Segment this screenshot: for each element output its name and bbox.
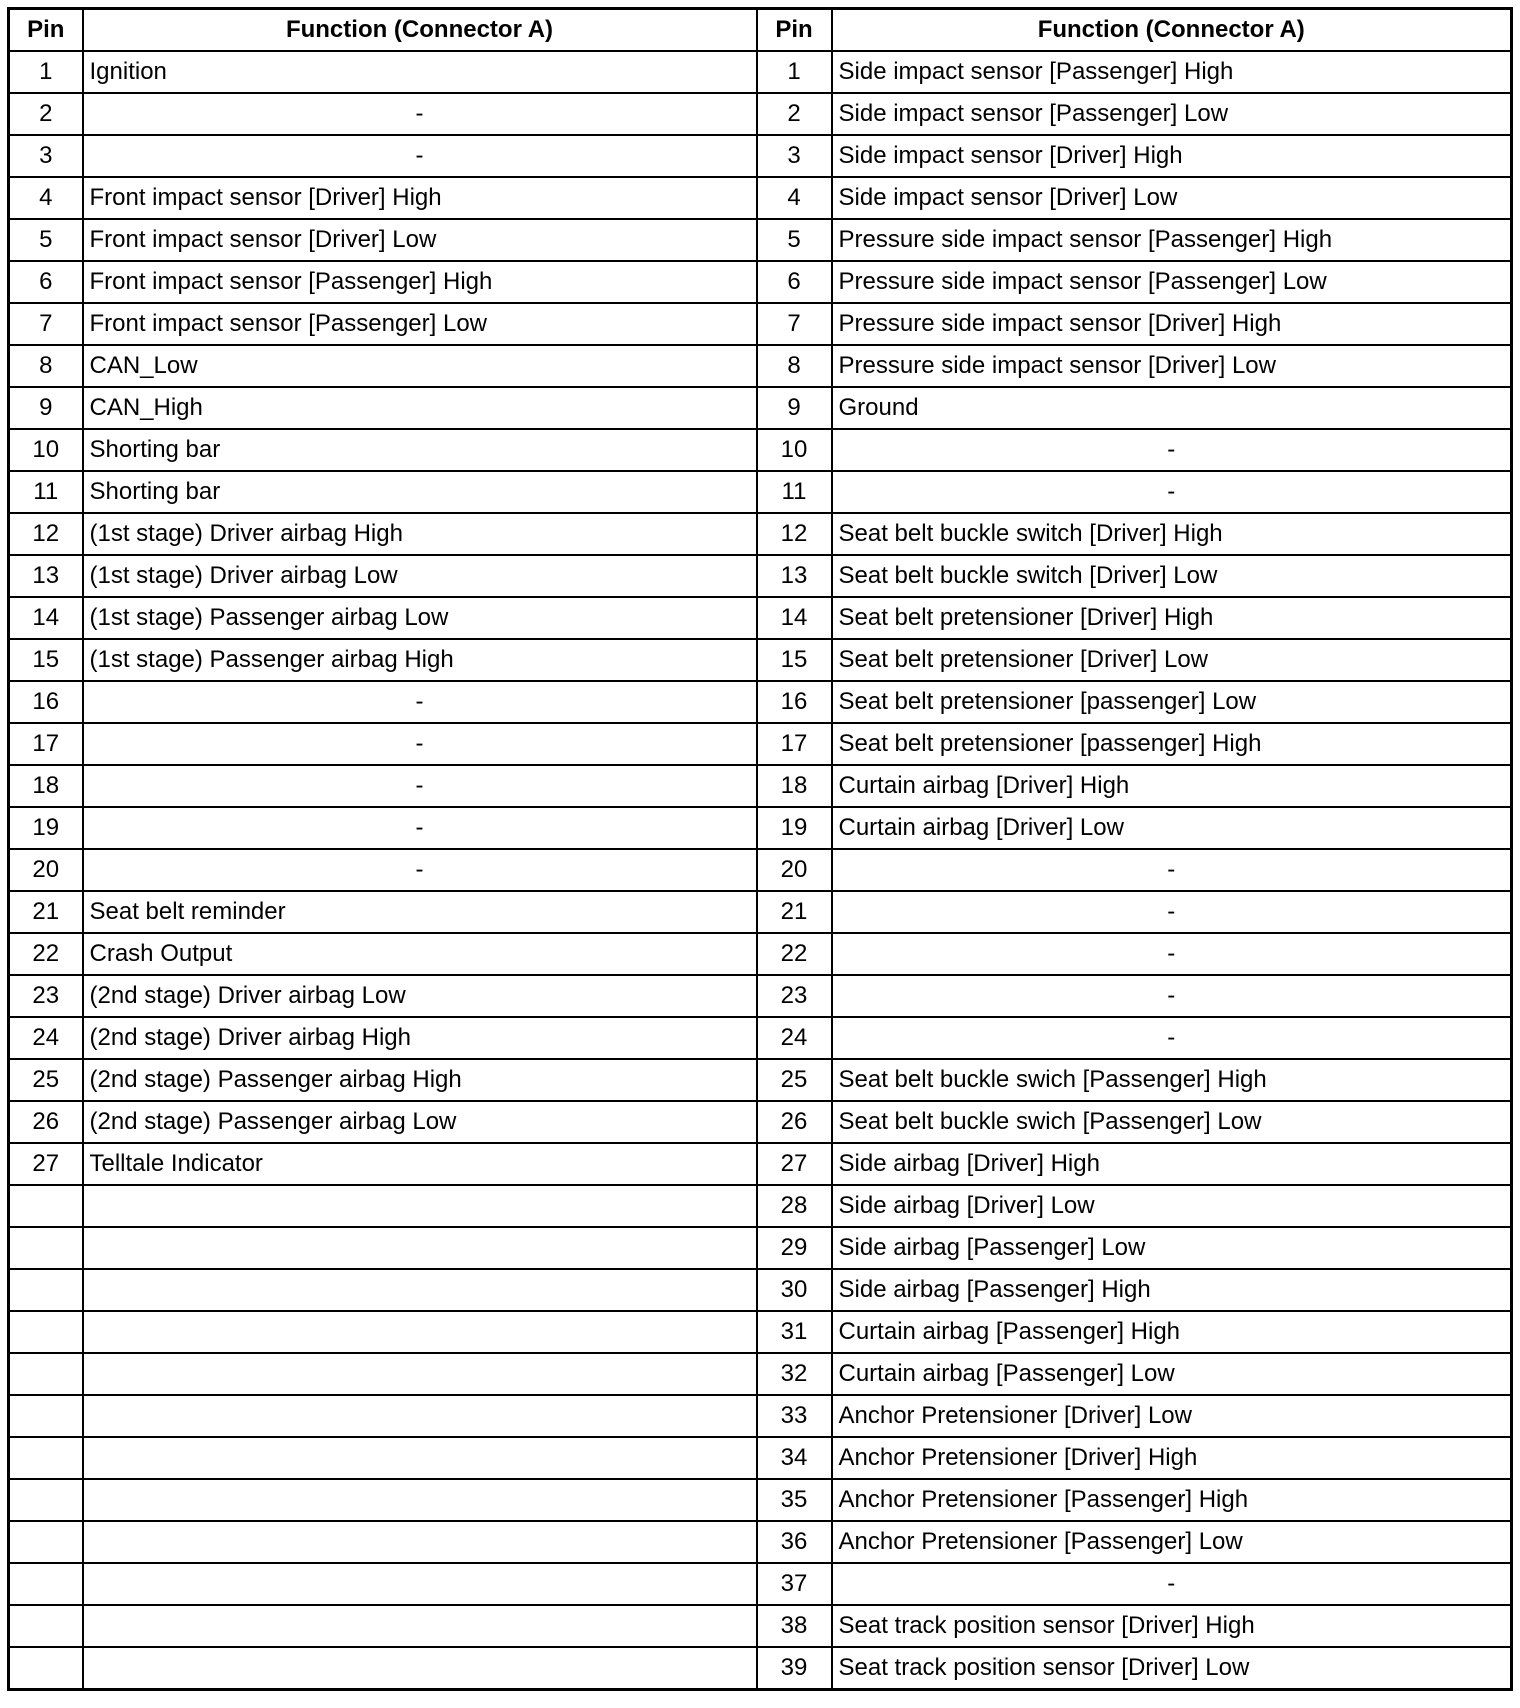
pin-right-cell: 18 [757, 765, 832, 807]
function-left-cell: Crash Output [83, 933, 757, 975]
pin-left-cell: 3 [9, 135, 83, 177]
table-row [9, 1017, 1512, 1059]
function-left-cell [83, 1605, 757, 1647]
function-left-cell: Front impact sensor [Passenger] Low [83, 303, 757, 345]
pin-left-cell: 5 [9, 219, 83, 261]
table-row [9, 723, 1512, 765]
table-body [9, 51, 1512, 1690]
function-right-cell: Pressure side impact sensor [Driver] Low [832, 345, 1512, 387]
pin-left-cell [9, 1437, 83, 1479]
pin-right-cell: 25 [757, 1059, 832, 1101]
function-left-cell: (2nd stage) Driver airbag High [83, 1017, 757, 1059]
pin-function-table [7, 7, 1513, 1691]
table-row [9, 597, 1512, 639]
pin-right-cell: 14 [757, 597, 832, 639]
function-left-cell [83, 1521, 757, 1563]
function-left-cell [83, 1185, 757, 1227]
pin-right-cell: 12 [757, 513, 832, 555]
function-right-cell: - [832, 471, 1512, 513]
pin-left-cell [9, 1605, 83, 1647]
pin-left-cell [9, 1311, 83, 1353]
function-right-cell: Seat track position sensor [Driver] High [832, 1605, 1512, 1647]
header-pin-left: Pin [9, 9, 83, 52]
function-left-cell [83, 1563, 757, 1605]
pin-right-cell: 22 [757, 933, 832, 975]
pin-right-cell: 9 [757, 387, 832, 429]
function-right-cell: Seat belt pretensioner [Driver] Low [832, 639, 1512, 681]
table-row [9, 1311, 1512, 1353]
header-row [9, 9, 1512, 52]
pin-left-cell: 1 [9, 51, 83, 93]
table-row [9, 1563, 1512, 1605]
function-left-cell: Front impact sensor [Driver] High [83, 177, 757, 219]
table-row [9, 93, 1512, 135]
function-right-cell: - [832, 975, 1512, 1017]
function-left-cell [83, 1479, 757, 1521]
table-row [9, 219, 1512, 261]
pin-left-cell [9, 1269, 83, 1311]
pin-right-cell: 39 [757, 1647, 832, 1690]
table-row [9, 1647, 1512, 1690]
pin-right-cell: 13 [757, 555, 832, 597]
table-row [9, 135, 1512, 177]
function-left-cell: - [83, 807, 757, 849]
header-function-right: Function (Connector A) [832, 9, 1512, 52]
table-row [9, 303, 1512, 345]
function-right-cell: Anchor Pretensioner [Driver] High [832, 1437, 1512, 1479]
header-function-left: Function (Connector A) [83, 9, 757, 52]
pin-right-cell: 10 [757, 429, 832, 471]
function-right-cell: Side airbag [Passenger] Low [832, 1227, 1512, 1269]
table-row [9, 807, 1512, 849]
pin-left-cell [9, 1479, 83, 1521]
pin-left-cell: 21 [9, 891, 83, 933]
function-left-cell: CAN_High [83, 387, 757, 429]
function-right-cell: Side airbag [Driver] High [832, 1143, 1512, 1185]
pin-right-cell: 7 [757, 303, 832, 345]
function-right-cell: Anchor Pretensioner [Passenger] High [832, 1479, 1512, 1521]
pin-left-cell: 23 [9, 975, 83, 1017]
table-row [9, 849, 1512, 891]
function-left-cell: (1st stage) Passenger airbag Low [83, 597, 757, 639]
pin-left-cell: 13 [9, 555, 83, 597]
function-left-cell: Shorting bar [83, 471, 757, 513]
function-right-cell: Pressure side impact sensor [Passenger] Low [832, 261, 1512, 303]
table-row [9, 177, 1512, 219]
pin-right-cell: 36 [757, 1521, 832, 1563]
pin-left-cell [9, 1395, 83, 1437]
pin-left-cell [9, 1563, 83, 1605]
table-row [9, 555, 1512, 597]
function-right-cell: Side impact sensor [Driver] Low [832, 177, 1512, 219]
function-left-cell: Ignition [83, 51, 757, 93]
pin-right-cell: 23 [757, 975, 832, 1017]
pin-right-cell: 33 [757, 1395, 832, 1437]
pin-left-cell [9, 1227, 83, 1269]
pin-right-cell: 1 [757, 51, 832, 93]
function-left-cell: Seat belt reminder [83, 891, 757, 933]
pin-left-cell: 22 [9, 933, 83, 975]
pin-left-cell: 16 [9, 681, 83, 723]
pin-left-cell: 15 [9, 639, 83, 681]
pin-left-cell: 7 [9, 303, 83, 345]
function-left-cell: CAN_Low [83, 345, 757, 387]
table-row [9, 1605, 1512, 1647]
pin-right-cell: 11 [757, 471, 832, 513]
table-row [9, 1059, 1512, 1101]
function-right-cell: Seat belt pretensioner [passenger] High [832, 723, 1512, 765]
pin-right-cell: 19 [757, 807, 832, 849]
pin-left-cell: 11 [9, 471, 83, 513]
function-right-cell: Curtain airbag [Passenger] Low [832, 1353, 1512, 1395]
function-right-cell: Ground [832, 387, 1512, 429]
pin-right-cell: 34 [757, 1437, 832, 1479]
pin-right-cell: 16 [757, 681, 832, 723]
pin-right-cell: 26 [757, 1101, 832, 1143]
function-left-cell: - [83, 849, 757, 891]
function-left-cell [83, 1353, 757, 1395]
pin-left-cell: 2 [9, 93, 83, 135]
table-header [9, 9, 1512, 52]
function-right-cell: Seat belt buckle switch [Driver] Low [832, 555, 1512, 597]
pin-left-cell [9, 1521, 83, 1563]
pin-right-cell: 32 [757, 1353, 832, 1395]
pin-right-cell: 20 [757, 849, 832, 891]
table-row [9, 1353, 1512, 1395]
pin-left-cell [9, 1647, 83, 1690]
pin-right-cell: 28 [757, 1185, 832, 1227]
pin-left-cell: 17 [9, 723, 83, 765]
pin-left-cell: 19 [9, 807, 83, 849]
function-right-cell: Side airbag [Passenger] High [832, 1269, 1512, 1311]
table-row [9, 1101, 1512, 1143]
pin-right-cell: 8 [757, 345, 832, 387]
function-left-cell: Front impact sensor [Passenger] High [83, 261, 757, 303]
function-left-cell: (1st stage) Driver airbag High [83, 513, 757, 555]
header-pin-right: Pin [757, 9, 832, 52]
function-left-cell [83, 1647, 757, 1690]
pin-right-cell: 3 [757, 135, 832, 177]
pin-right-cell: 38 [757, 1605, 832, 1647]
table-row [9, 1479, 1512, 1521]
pin-left-cell: 26 [9, 1101, 83, 1143]
function-left-cell [83, 1269, 757, 1311]
function-right-cell: Pressure side impact sensor [Driver] High [832, 303, 1512, 345]
pin-right-cell: 35 [757, 1479, 832, 1521]
function-right-cell: Side impact sensor [Passenger] Low [832, 93, 1512, 135]
table-row [9, 639, 1512, 681]
table-row [9, 51, 1512, 93]
function-left-cell: (1st stage) Driver airbag Low [83, 555, 757, 597]
function-left-cell: - [83, 723, 757, 765]
pin-right-cell: 37 [757, 1563, 832, 1605]
table-row [9, 933, 1512, 975]
pin-left-cell: 8 [9, 345, 83, 387]
table-row [9, 765, 1512, 807]
function-left-cell: Shorting bar [83, 429, 757, 471]
pin-left-cell: 27 [9, 1143, 83, 1185]
table-row [9, 1395, 1512, 1437]
pin-right-cell: 27 [757, 1143, 832, 1185]
function-left-cell: (1st stage) Passenger airbag High [83, 639, 757, 681]
table-row [9, 1143, 1512, 1185]
function-right-cell: Seat track position sensor [Driver] Low [832, 1647, 1512, 1690]
pin-right-cell: 24 [757, 1017, 832, 1059]
function-right-cell: - [832, 933, 1512, 975]
function-right-cell: Pressure side impact sensor [Passenger] High [832, 219, 1512, 261]
function-left-cell: - [83, 135, 757, 177]
pin-right-cell: 15 [757, 639, 832, 681]
pin-right-cell: 31 [757, 1311, 832, 1353]
table-row [9, 387, 1512, 429]
function-left-cell: - [83, 765, 757, 807]
pin-right-cell: 2 [757, 93, 832, 135]
table-row [9, 1521, 1512, 1563]
pin-left-cell: 9 [9, 387, 83, 429]
function-right-cell: Side airbag [Driver] Low [832, 1185, 1512, 1227]
function-right-cell: Curtain airbag [Driver] Low [832, 807, 1512, 849]
function-right-cell: Anchor Pretensioner [Passenger] Low [832, 1521, 1512, 1563]
pin-left-cell: 25 [9, 1059, 83, 1101]
pin-left-cell: 18 [9, 765, 83, 807]
table-row [9, 513, 1512, 555]
function-right-cell: - [832, 429, 1512, 471]
function-left-cell: - [83, 681, 757, 723]
pin-left-cell: 10 [9, 429, 83, 471]
pin-left-cell: 4 [9, 177, 83, 219]
table-row [9, 471, 1512, 513]
function-right-cell: Side impact sensor [Driver] High [832, 135, 1512, 177]
function-right-cell: Seat belt buckle swich [Passenger] High [832, 1059, 1512, 1101]
function-right-cell: - [832, 891, 1512, 933]
pin-left-cell: 20 [9, 849, 83, 891]
pin-right-cell: 21 [757, 891, 832, 933]
table-row [9, 681, 1512, 723]
function-right-cell: Seat belt pretensioner [Driver] High [832, 597, 1512, 639]
function-left-cell: (2nd stage) Passenger airbag High [83, 1059, 757, 1101]
function-left-cell: Telltale Indicator [83, 1143, 757, 1185]
table-row [9, 429, 1512, 471]
function-left-cell [83, 1227, 757, 1269]
function-left-cell: Front impact sensor [Driver] Low [83, 219, 757, 261]
function-right-cell: Curtain airbag [Passenger] High [832, 1311, 1512, 1353]
pin-left-cell [9, 1185, 83, 1227]
function-left-cell: (2nd stage) Passenger airbag Low [83, 1101, 757, 1143]
function-left-cell [83, 1437, 757, 1479]
function-right-cell: Anchor Pretensioner [Driver] Low [832, 1395, 1512, 1437]
pin-right-cell: 6 [757, 261, 832, 303]
pin-left-cell: 6 [9, 261, 83, 303]
table-row [9, 975, 1512, 1017]
pin-right-cell: 29 [757, 1227, 832, 1269]
table-row [9, 1227, 1512, 1269]
function-right-cell: - [832, 1017, 1512, 1059]
function-right-cell: - [832, 1563, 1512, 1605]
function-right-cell: Seat belt buckle switch [Driver] High [832, 513, 1512, 555]
function-right-cell: Seat belt buckle swich [Passenger] Low [832, 1101, 1512, 1143]
function-right-cell: - [832, 849, 1512, 891]
pin-left-cell: 14 [9, 597, 83, 639]
pin-left-cell [9, 1353, 83, 1395]
function-right-cell: Side impact sensor [Passenger] High [832, 51, 1512, 93]
function-left-cell [83, 1395, 757, 1437]
function-right-cell: Curtain airbag [Driver] High [832, 765, 1512, 807]
function-left-cell [83, 1311, 757, 1353]
pin-right-cell: 5 [757, 219, 832, 261]
function-right-cell: Seat belt pretensioner [passenger] Low [832, 681, 1512, 723]
pin-left-cell: 12 [9, 513, 83, 555]
function-left-cell: - [83, 93, 757, 135]
pin-left-cell: 24 [9, 1017, 83, 1059]
table-row [9, 1185, 1512, 1227]
pin-right-cell: 30 [757, 1269, 832, 1311]
table-row [9, 261, 1512, 303]
table-row [9, 1437, 1512, 1479]
table-row [9, 345, 1512, 387]
pin-right-cell: 4 [757, 177, 832, 219]
pin-right-cell: 17 [757, 723, 832, 765]
function-left-cell: (2nd stage) Driver airbag Low [83, 975, 757, 1017]
table-row [9, 891, 1512, 933]
table-row [9, 1269, 1512, 1311]
